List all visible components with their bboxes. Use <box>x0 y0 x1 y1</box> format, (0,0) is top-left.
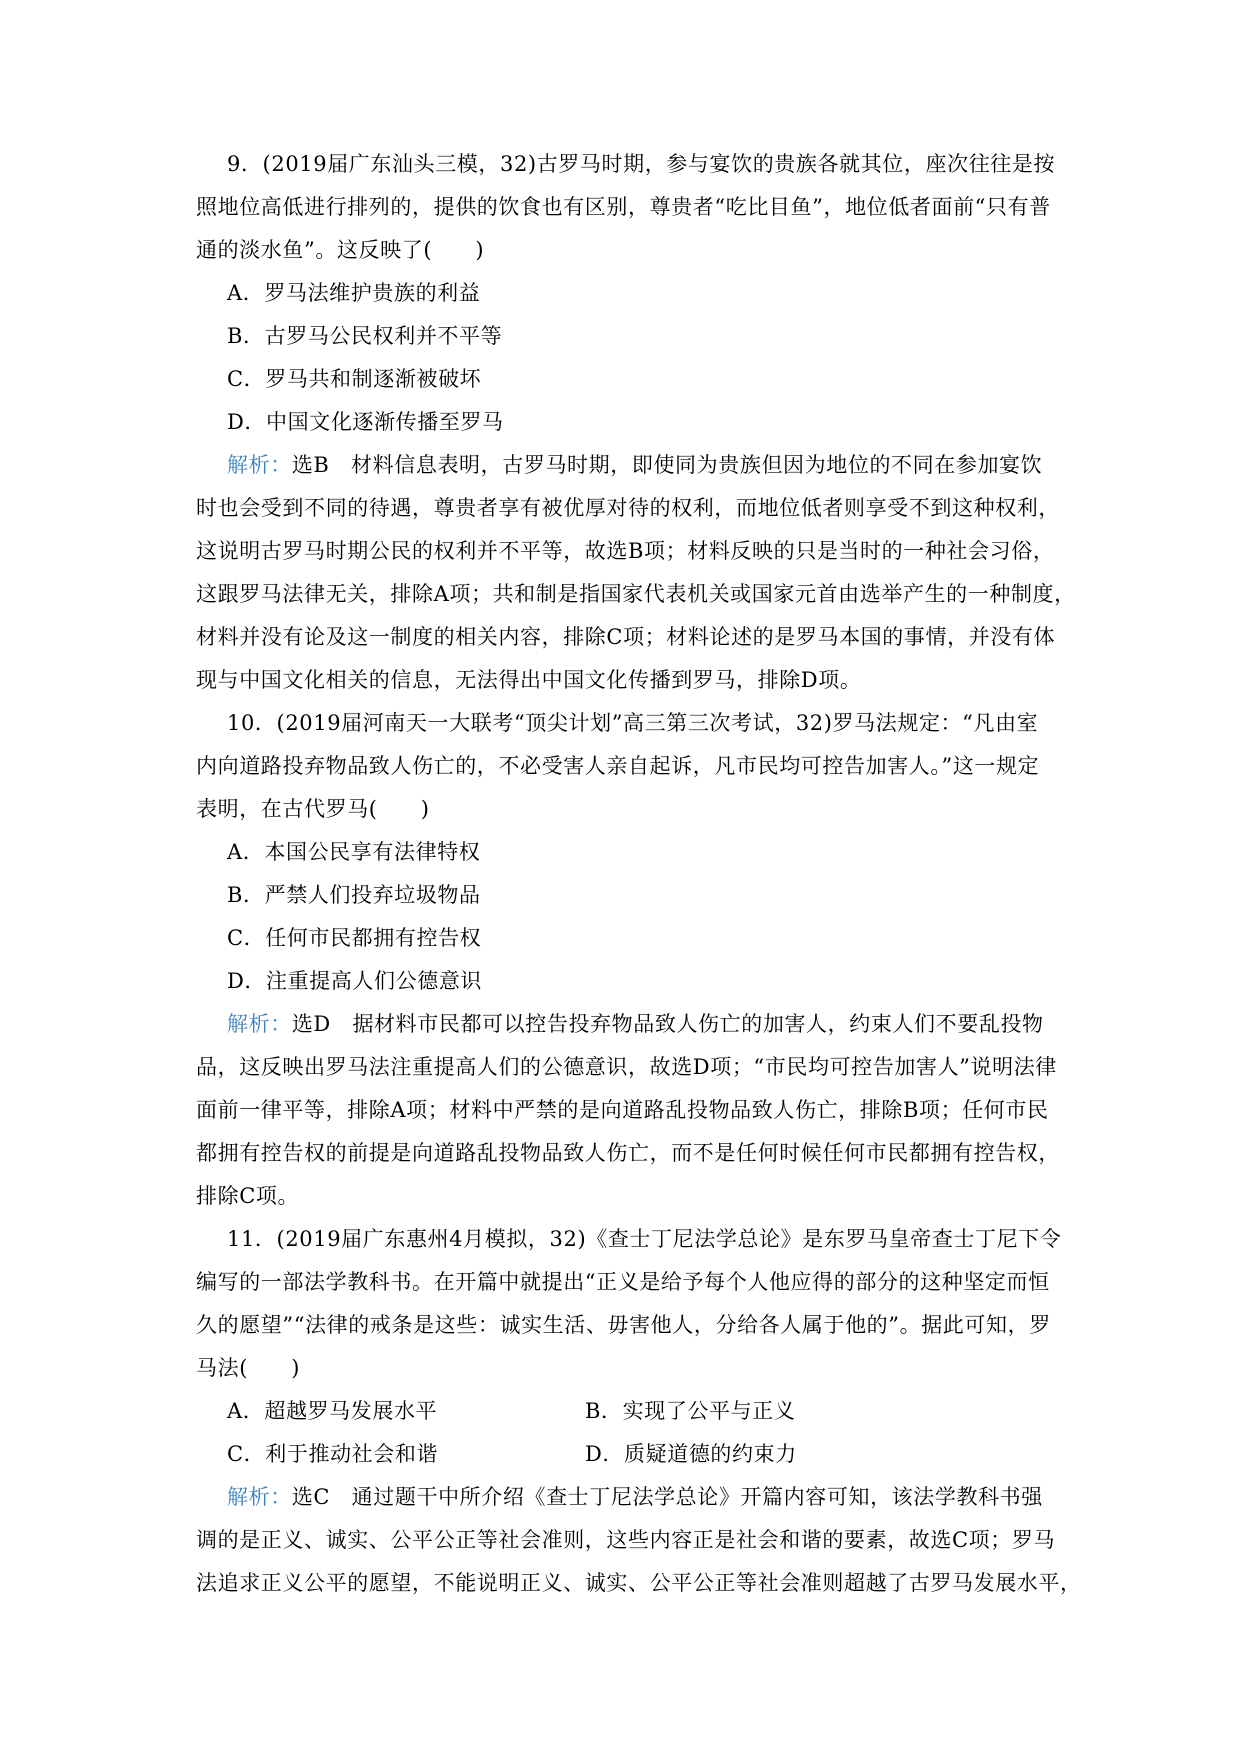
analysis-label: 解析： <box>227 1012 292 1036</box>
analysis-line: 法追求正义公平的愿望，不能说明正义、诚实、公平公正等社会准则超越了古罗马发展水平， <box>196 1571 1082 1595</box>
question-stem-line: 久的愿望”“法律的戒条是这些：诚实生活、毋害他人，分给各人属于他的”。据此可知，罗 <box>196 1313 1051 1337</box>
analysis-label: 解析： <box>227 1485 292 1509</box>
option-b: B．古罗马公民权利并不平等 <box>227 324 503 348</box>
options-row <box>196 1390 1058 1433</box>
question-stem-line: 10．(2019届河南天一大联考“顶尖计划”高三第三次考试，32)罗马法规定：“凡由室 <box>227 711 1039 735</box>
option-c: C．任何市民都拥有控告权 <box>227 926 482 950</box>
question-11 <box>196 1218 1082 1605</box>
analysis-line: 品，这反映出罗马法注重提高人们的公德意识，故选D项；“市民均可控告加害人”说明法律 <box>196 1055 1057 1079</box>
question-stem-line: 9．(2019届广东汕头三模，32)古罗马时期，参与宴饮的贵族各就其位，座次往往是按 <box>227 152 1056 176</box>
analysis-first-line <box>196 1003 1058 1046</box>
option-d: D．质疑道德的约束力 <box>585 1442 797 1466</box>
analysis-line: 都拥有控告权的前提是向道路乱投物品致人伤亡，而不是任何时候任何市民都拥有控告权， <box>196 1141 1060 1165</box>
analysis-text: 选C 通过题干中所介绍《查士丁尼法学总论》开篇内容可知，该法学教科书强 <box>291 1485 1043 1509</box>
analysis-line: 调的是正义、诚实、公平公正等社会准则，这些内容正是社会和谐的要素，故选C项；罗马 <box>196 1528 1056 1552</box>
question-stem-line: 表明，在古代罗马( ) <box>196 797 430 821</box>
question-stem-line: 马法( ) <box>196 1356 300 1380</box>
analysis-line: 这跟罗马法律无关，排除A项；共和制是指国家代表机关或国家元首由选举产生的一种制度， <box>196 582 1076 606</box>
analysis-first-line <box>196 1476 1058 1519</box>
analysis-line: 排除C项。 <box>196 1184 300 1208</box>
analysis-line: 这说明古罗马时期公民的权利并不平等，故选B项；材料反映的只是当时的一种社会习俗， <box>196 539 1055 563</box>
option-a: A．本国公民享有法律特权 <box>227 840 481 864</box>
option-d: D．中国文化逐渐传播至罗马 <box>227 410 504 434</box>
question-stem-line: 11．(2019届广东惠州4月模拟，32)《查士丁尼法学总论》是东罗马皇帝查士丁尼下令 <box>227 1227 1062 1251</box>
question-9 <box>196 143 1076 702</box>
question-stem-line: 内向道路投弃物品致人伤亡的，不必受害人亲自起诉，凡市民均可控告加害人。”这一规定 <box>196 754 1040 778</box>
question-10 <box>196 702 1058 1218</box>
option-c: C．罗马共和制逐渐被破坏 <box>227 367 482 391</box>
option-a: A．超越罗马发展水平 <box>227 1399 438 1423</box>
analysis-line: 现与中国文化相关的信息，无法得出中国文化传播到罗马，排除D项。 <box>196 668 862 692</box>
option-d: D．注重提高人们公德意识 <box>227 969 483 993</box>
analysis-line: 材料并没有论及这一制度的相关内容，排除C项；材料论述的是罗马本国的事情，并没有体 <box>196 625 1056 649</box>
analysis-first-line <box>196 444 1058 487</box>
option-b: B．实现了公平与正义 <box>585 1399 796 1423</box>
option-a: A．罗马法维护贵族的利益 <box>227 281 481 305</box>
question-stem-line: 照地位高低进行排列的，提供的饮食也有区别，尊贵者“吃比目鱼”，地位低者面前“只有普 <box>196 195 1051 219</box>
option-c: C．利于推动社会和谐 <box>227 1442 439 1466</box>
question-stem-line: 编写的一部法学教科书。在开篇中就提出“正义是给予每个人他应得的部分的这种坚定而恒 <box>196 1270 1050 1294</box>
analysis-line: 面前一律平等，排除A项；材料中严禁的是向道路乱投物品致人伤亡，排除B项；任何市民 <box>196 1098 1049 1122</box>
analysis-line: 时也会受到不同的待遇，尊贵者享有被优厚对待的权利，而地位低者则享受不到这种权利， <box>196 496 1060 520</box>
page-content <box>196 143 1082 1605</box>
analysis-text: 选B 材料信息表明，古罗马时期，即使同为贵族但因为地位的不同在参加宴饮 <box>291 453 1043 477</box>
options-row <box>196 1433 1058 1476</box>
analysis-label: 解析： <box>227 453 292 477</box>
option-b: B．严禁人们投弃垃圾物品 <box>227 883 481 907</box>
analysis-text: 选D 据材料市民都可以控告投弃物品致人伤亡的加害人，约束人们不要乱投物 <box>291 1012 1044 1036</box>
question-stem-line: 通的淡水鱼”。这反映了( ) <box>196 238 485 262</box>
